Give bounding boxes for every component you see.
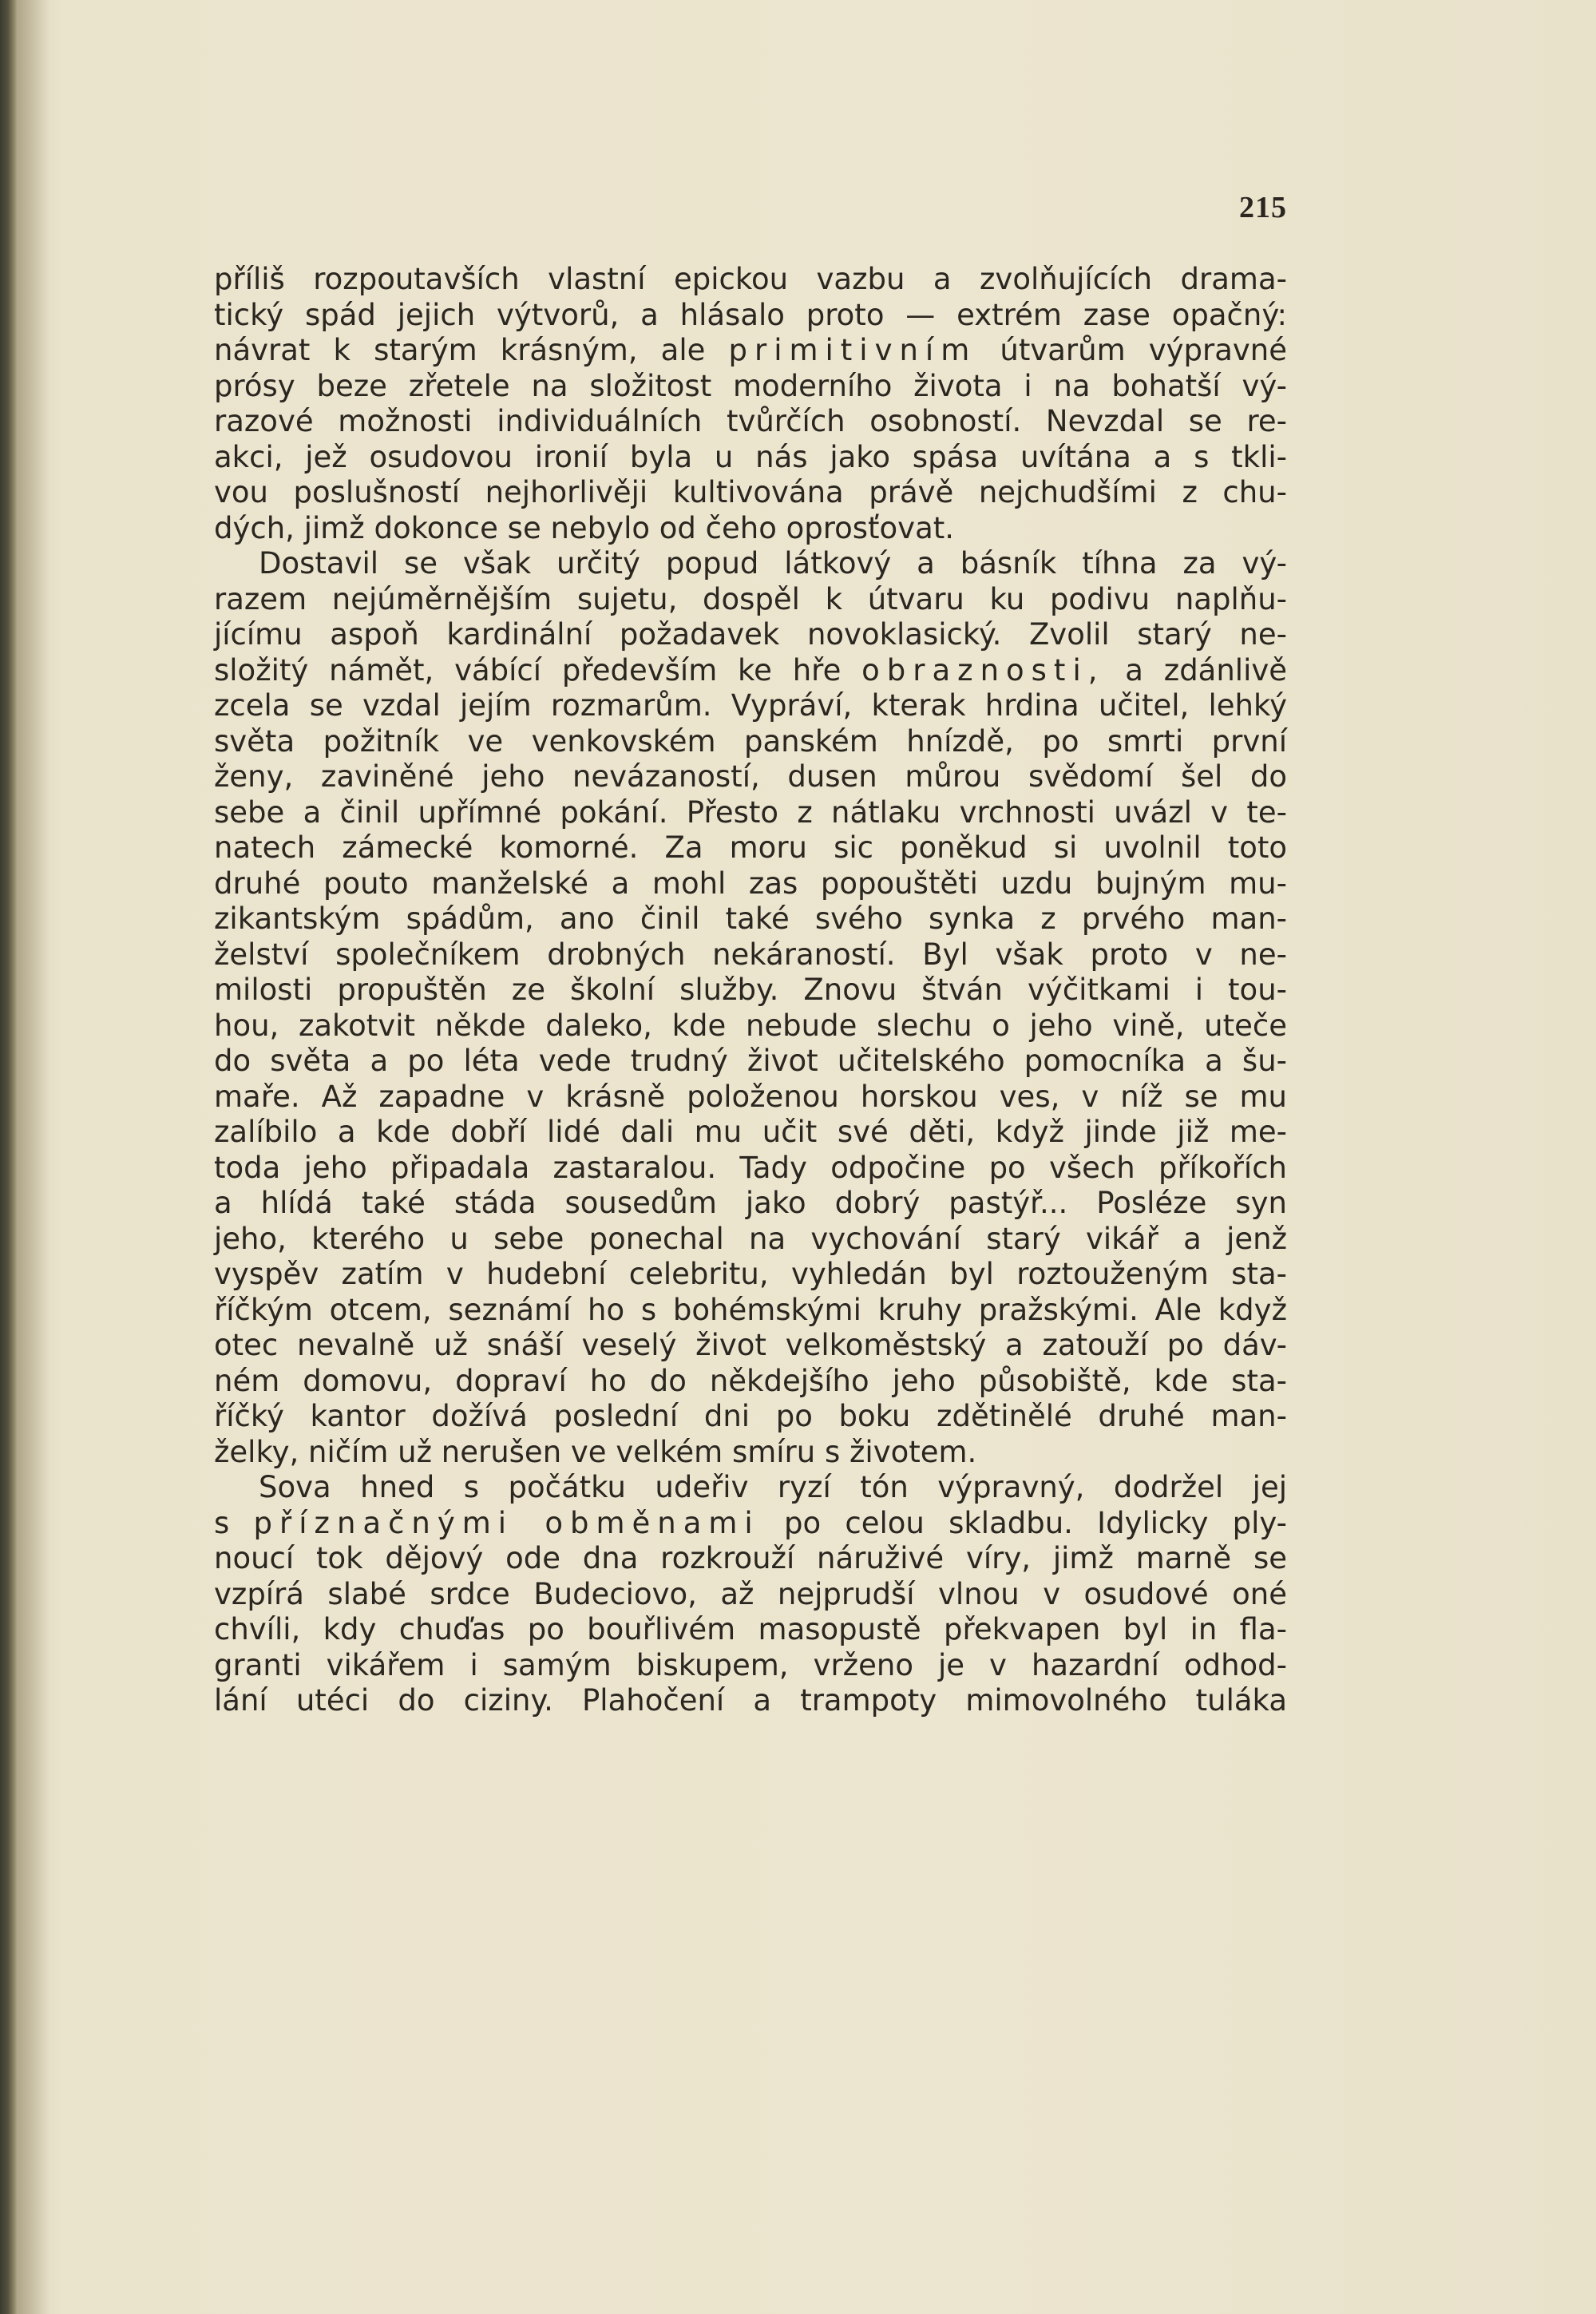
paragraph-start-line: Sova hned s počátku udeřiv ryzí tón výpravný, dodržel jej [259, 1470, 1287, 1504]
text-line: ženy, zaviněné jeho nevázaností, dusen můrou svědomí šel do [214, 759, 1287, 794]
text-line: ném domovu, dopraví ho do někdejšího jeho působiště, kde sta- [214, 1363, 1287, 1398]
text-line: natech zámecké komorné. Za moru sic poněkud si uvolnil toto [214, 830, 1287, 865]
text-line [214, 1506, 1287, 1542]
text-segment: po celou skladbu. Idylicky ply- [783, 1505, 1288, 1540]
binding-shadow [18, 0, 50, 2314]
spaced-emphasis: primitivním [728, 333, 977, 367]
text-line: příliš rozpoutavších vlastní epickou vazbu a zvolňujících drama- [214, 262, 1287, 296]
text-segment: složitý námět, vábící především ke hře [214, 652, 842, 687]
text-segment: útvarům výpravné [1000, 333, 1288, 367]
spaced-emphasis: obraznosti, [861, 652, 1105, 687]
text-line: noucí tok dějový ode dna rozkrouží náruživé víry, jimž marně se [214, 1541, 1287, 1575]
text-line: granti vikářem i samým biskupem, vrženo je v hazardní odhod- [214, 1647, 1287, 1682]
text-line: želství společníkem drobných nekáraností. Byl však proto v ne- [214, 937, 1287, 972]
text-line: vou poslušností nejhorlivěji kultivována právě nejchudšími z chu- [214, 475, 1287, 509]
text-line: zcela se vzdal jejím rozmarům. Vypráví, kterak hrdina učitel, lehký [214, 688, 1287, 723]
text-segment: návrat k starým krásným, ale [214, 333, 706, 367]
text-line: razové možnosti individuálních tvůrčích osobností. Nevzdal se re- [214, 404, 1287, 438]
text-line: druhé pouto manželské a mohl zas popouštěti uzdu bujným mu- [214, 866, 1287, 901]
text-line: chvíli, kdy chuďas po bouřlivém masopustě překvapen byl in fla- [214, 1612, 1287, 1646]
book-binding [0, 0, 18, 2314]
text-line: vzpírá slabé srdce Budeciovo, až nejprudší vlnou v osudové oné [214, 1576, 1287, 1611]
text-line: akci, jež osudovou ironií byla u nás jako spása uvítána a s tkli- [214, 439, 1287, 474]
paragraph-start-line: Dostavil se však určitý popud látkový a básník tíhna za vý- [259, 546, 1287, 580]
text-line: razem nejúměrnějším sujetu, dospěl k útvaru ku podivu naplňu- [214, 581, 1287, 616]
text-line: maře. Až zapadne v krásně položenou horskou ves, v níž se mu [214, 1079, 1287, 1114]
text-line [214, 333, 1287, 369]
text-line: říčkým otcem, seznámí ho s bohémskými kruhy pražskými. Ale když [214, 1292, 1287, 1327]
text-line: milosti propuštěn ze školní služby. Znovu štván výčitkami i tou- [214, 973, 1287, 1007]
text-line [214, 653, 1287, 689]
text-line: a hlídá také stáda sousedům jako dobrý pastýř... Posléze syn [214, 1186, 1287, 1220]
text-line: sebe a činil upřímné pokání. Přesto z nátlaku vrchnosti uvázl v te- [214, 794, 1287, 830]
text-line: lání utéci do ciziny. Plahočení a trampoty mimovolného tuláka [214, 1683, 1287, 1718]
text-line: jícímu aspoň kardinální požadavek novoklasický. Zvolil starý ne- [214, 617, 1287, 652]
text-line: prósy beze zřetele na složitost moderního života i na bohatší vý- [214, 368, 1287, 403]
body-text [214, 262, 1287, 1719]
text-line: želky, ničím už nerušen ve velkém smíru s životem. [214, 1434, 977, 1469]
text-segment: a zdánlivě [1125, 652, 1288, 687]
text-line: zikantským spádům, ano činil také svého synka z prvého man- [214, 901, 1287, 936]
text-line: vyspěv zatím v hudební celebritu, vyhledán byl roztouženým sta- [214, 1257, 1287, 1291]
page-number: 215 [1239, 191, 1287, 224]
text-line: dých, jimž dokonce se nebylo od čeho oprosťovat. [214, 510, 955, 545]
text-line: toda jeho připadala zastaralou. Tady odpočine po všech příkořích [214, 1150, 1287, 1185]
text-line: říčký kantor dožívá poslední dni po boku zdětinělé druhé man- [214, 1399, 1287, 1433]
spaced-emphasis: příznačnými obměnami [253, 1505, 760, 1540]
text-line: do světa a po léta vede trudný život učitelského pomocníka a šu- [214, 1044, 1287, 1078]
text-line: otec nevalně už snáší veselý život velkoměstský a zatouží po dáv- [214, 1328, 1287, 1362]
text-line: světa požitník ve venkovském panském hnízdě, po smrti první [214, 723, 1287, 759]
text-line: tický spád jejich výtvorů, a hlásalo proto — extrém zase opačný: [214, 297, 1287, 332]
text-segment: s [214, 1505, 230, 1540]
text-line: hou, zakotvit někde daleko, kde nebude slechu o jeho vině, uteče [214, 1008, 1287, 1043]
text-line: zalíbilo a kde dobří lidé dali mu učit své děti, když jinde již me- [214, 1115, 1287, 1149]
text-line: jeho, kterého u sebe ponechal na vychování starý vikář a jenž [214, 1221, 1287, 1256]
